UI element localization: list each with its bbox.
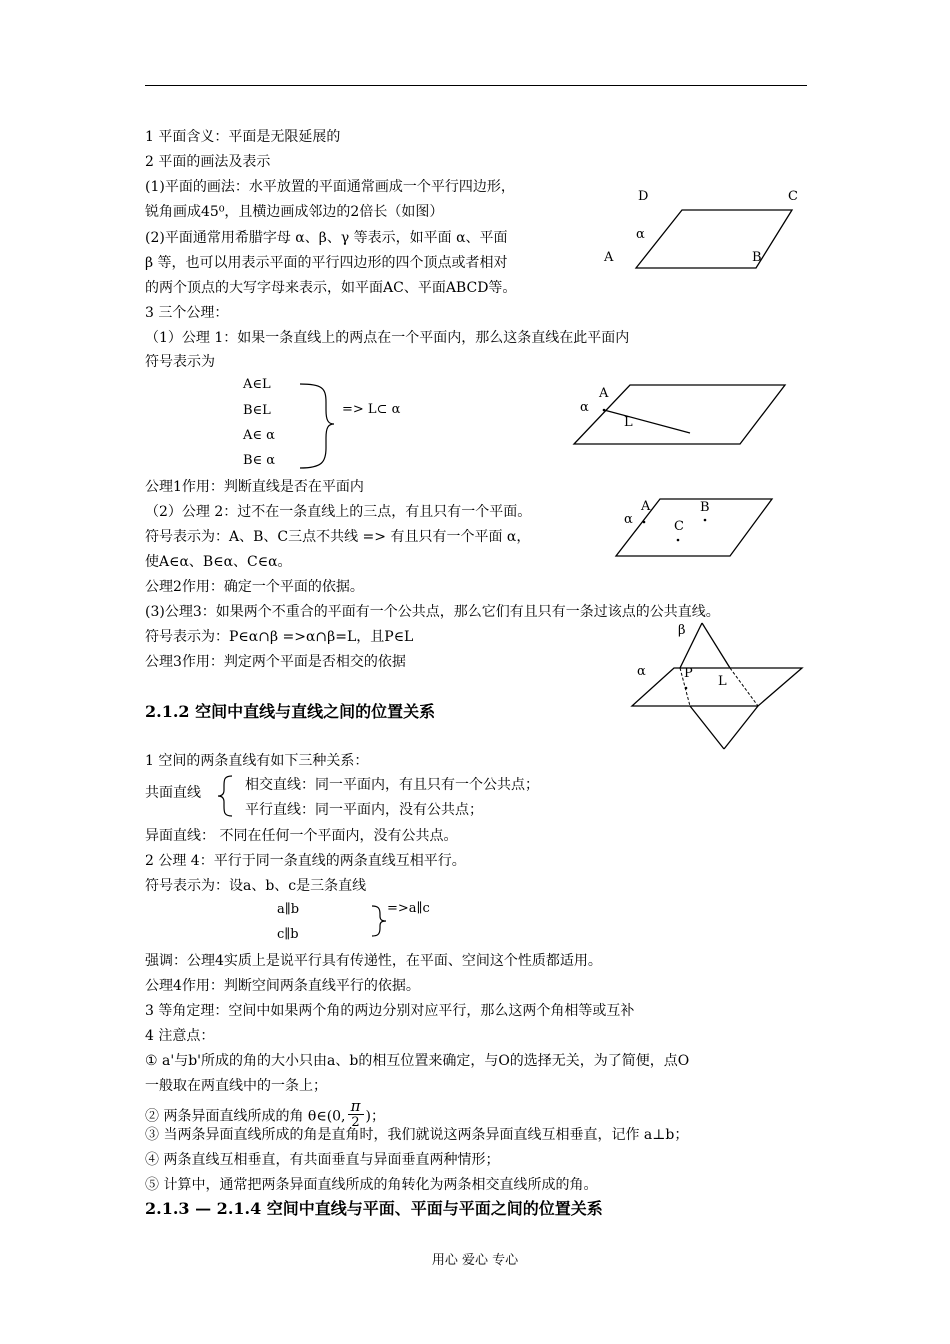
line-plane-ac: 的两个顶点的大写字母来表示，如平面AC、平面ABCD等。 xyxy=(145,280,517,296)
axiom4-a-parallel-b: a∥b xyxy=(277,902,300,917)
point-a-2 xyxy=(643,521,646,524)
line-l xyxy=(604,410,690,433)
point-c xyxy=(677,539,680,542)
line-acute-angle: 锐角画成45⁰，且横边画成邻边的2倍长（如图） xyxy=(145,204,444,220)
fig3-label-a: A xyxy=(641,499,651,514)
fig2-label-l: L xyxy=(624,415,633,430)
fraction-numerator: π xyxy=(348,1099,364,1115)
line-axiom2: （2）公理 2：过不在一条直线上的三点，有且只有一个平面。 xyxy=(145,504,532,520)
fig1-label-c: C xyxy=(788,189,798,204)
line-axiom1: （1）公理 1：如果一条直线上的两点在一个平面内，那么这条直线在此平面内 xyxy=(145,330,630,346)
line-three-axioms: 3 三个公理： xyxy=(145,305,229,321)
note-2-close: )； xyxy=(365,1108,385,1125)
note-2-text: ② 两条异面直线所成的角 θ∈(0, xyxy=(145,1108,346,1125)
line-plane-drawing-title: 2 平面的画法及表示 xyxy=(145,154,271,170)
point-b xyxy=(704,519,707,522)
axiom1-result: => L⊂ α xyxy=(342,402,401,417)
line-equal-angle-theorem: 3 等角定理：空间中如果两个角的两边分别对应平行，那么这两个角相等或互补 xyxy=(145,1003,635,1019)
figure-plane-three-points xyxy=(610,496,780,560)
line-symbol-label: 符号表示为 xyxy=(145,354,215,370)
fig3-label-alpha: α xyxy=(624,512,633,527)
line-notes-title: 4 注意点： xyxy=(145,1028,215,1044)
page-footer: 用心 爱心 专心 xyxy=(431,1253,519,1268)
axiom1-symbol-2: B∈L xyxy=(243,403,271,418)
point-p xyxy=(685,687,688,690)
fraction-denominator: 2 xyxy=(351,1115,360,1130)
fig1-label-b: B xyxy=(752,250,762,265)
line-vertex-notation: β 等，也可以用表示平面的平行四边形的四个顶点或者相对 xyxy=(145,255,508,271)
line-plane-meaning: 1 平面含义：平面是无限延展的 xyxy=(145,129,341,145)
line-axiom1-purpose: 公理1作用：判断直线是否在平面内 xyxy=(145,479,364,495)
fig3-label-b: B xyxy=(700,500,710,515)
axiom4-c-parallel-b: c∥b xyxy=(277,927,299,942)
plane-beta-edge-3 xyxy=(690,706,724,749)
axiom1-symbol-1: A∈L xyxy=(243,377,271,392)
axiom1-right-brace xyxy=(298,382,338,472)
section-heading-2-1-2: 2.1.2 空间中直线与直线之间的位置关系 xyxy=(145,702,436,721)
coplanar-left-brace xyxy=(216,774,236,818)
point-a xyxy=(603,409,606,412)
axiom1-symbol-4: B∈ α xyxy=(243,453,276,468)
plane-alpha-outline-2 xyxy=(616,499,772,556)
fig4-label-alpha: α xyxy=(637,664,646,679)
fig1-label-a: A xyxy=(604,250,614,265)
line-three-relations: 1 空间的两条直线有如下三种关系： xyxy=(145,753,369,769)
line-skew: 异面直线： 不同在任何一个平面内，没有公共点。 xyxy=(145,828,458,844)
line-axiom4: 2 公理 4：平行于同一条直线的两条直线互相平行。 xyxy=(145,853,466,869)
header-rule xyxy=(145,85,807,86)
line-note-1: ① a'与b'所成的角的大小只由a、b的相互位置来确定，与O的选择无关，为了简便，点O xyxy=(145,1053,690,1069)
fig2-label-a: A xyxy=(599,386,609,401)
line-axiom3: (3)公理3：如果两个不重合的平面有一个公共点，那么它们有且只有一条过该点的公共直线。 xyxy=(145,604,720,620)
figure-plane-abcd xyxy=(600,180,810,280)
line-note-4: ④ 两条直线互相垂直，有共面垂直与异面垂直两种情形； xyxy=(145,1152,500,1168)
axiom1-symbol-3: A∈ α xyxy=(243,428,275,443)
plane-beta-edge-2 xyxy=(702,623,730,668)
fig2-label-alpha: α xyxy=(580,400,589,415)
line-axiom2-symbol: 符号表示为：A、B、C三点不共线 => 有且只有一个平面 α， xyxy=(145,529,531,545)
line-axiom4-purpose: 公理4作用：判断空间两条直线平行的依据。 xyxy=(145,978,420,994)
line-axiom2-membership: 使A∈α、B∈α、C∈α。 xyxy=(145,554,292,570)
line-parallel: 平行直线：同一平面内，没有公共点； xyxy=(245,802,483,818)
plane-alpha-outline-3 xyxy=(632,668,802,706)
fig4-label-l: L xyxy=(718,674,727,689)
fig4-label-beta: β xyxy=(678,623,686,638)
plane-beta-edge-4 xyxy=(724,706,758,749)
plane-abcd-outline xyxy=(636,210,792,268)
axiom4-result: =>a∥c xyxy=(387,901,430,916)
fig3-label-c: C xyxy=(674,519,684,534)
line-note-3: ③ 当两条异面直线所成的角是直角时，我们就说这两条异面直线互相垂直，记作 a⊥b； xyxy=(145,1127,689,1143)
line-axiom3-symbol: 符号表示为：P∈α∩β =>α∩β=L，且P∈L xyxy=(145,629,414,645)
line-emphasis: 强调：公理4实质上是说平行具有传递性，在平面、空间这个性质都适用。 xyxy=(145,953,602,969)
line-axiom4-symbol: 符号表示为：设a、b、c是三条直线 xyxy=(145,878,367,894)
label-coplanar-lines: 共面直线 xyxy=(145,785,201,801)
section-heading-2-1-3: 2.1.3 — 2.1.4 空间中直线与平面、平面与平面之间的位置关系 xyxy=(145,1199,603,1218)
line-note-5: ⑤ 计算中，通常把两条异面直线所成的角转化为两条相交直线所成的角。 xyxy=(145,1177,598,1193)
fig1-label-alpha: α xyxy=(636,227,645,242)
line-drawing-rule: (1)平面的画法：水平放置的平面通常画成一个平行四边形， xyxy=(145,179,515,195)
line-greek-notation: (2)平面通常用希腊字母 α、β、γ 等表示，如平面 α、平面 xyxy=(145,230,508,246)
fig1-label-d: D xyxy=(638,189,649,204)
fig4-label-p: P xyxy=(684,666,693,681)
line-note-1-cont: 一般取在两直线中的一条上； xyxy=(145,1078,327,1094)
plane-beta-hidden-2 xyxy=(730,668,758,706)
line-axiom3-purpose: 公理3作用：判定两个平面是否相交的依据 xyxy=(145,654,406,670)
line-intersecting: 相交直线：同一平面内，有且只有一个公共点； xyxy=(245,777,539,793)
line-axiom2-purpose: 公理2作用：确定一个平面的依据。 xyxy=(145,579,364,595)
